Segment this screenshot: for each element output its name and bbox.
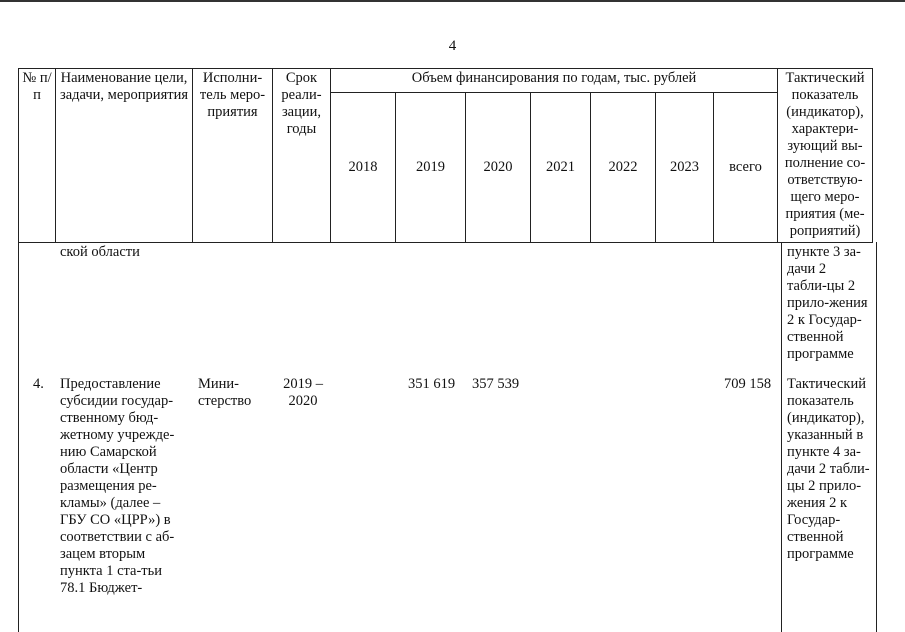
header-total: всего	[714, 93, 778, 243]
page-number: 4	[448, 38, 457, 54]
header-num: № п/п	[19, 69, 56, 243]
header-executor: Исполни-тель меро-приятия	[193, 69, 273, 243]
prev-row-name-tail: ской области	[60, 244, 140, 260]
indicator-column-border	[781, 242, 782, 632]
row-executor: Мини-стерство	[198, 376, 252, 409]
row-number: 4.	[33, 376, 44, 392]
row-amount-2020: 357 539	[472, 376, 520, 392]
header-year-2021: 2021	[531, 93, 591, 243]
row-amount-2019: 351 619	[408, 376, 456, 392]
header-year-2022: 2022	[591, 93, 656, 243]
header-year-2023: 2023	[656, 93, 714, 243]
header-year-2019: 2019	[396, 93, 466, 243]
header-year-2020: 2020	[466, 93, 531, 243]
header-name: Наименование цели, задачи, мероприятия	[56, 69, 193, 243]
top-border	[0, 0, 905, 2]
row-term: 2019 – 2020	[283, 376, 323, 409]
header-term: Срок реали-зации, годы	[273, 69, 331, 243]
row-indicator: Тактический показатель (индикатор), указанный в пункте 4 за-дачи 2 табли-цы 2 прило-жения 2 к Государ-ственной программе	[787, 376, 870, 562]
row-amount-total: 709 158	[724, 376, 772, 392]
header-indicator: Тактический показатель (индикатор), характери-зующий вы-полнение со-ответствую-щего меро-приятия (ме-роприятий)	[778, 69, 873, 243]
row-name: Предоставление субсидии государ-ственному бюд-жетному учрежде-нию Самарской области «Центр размещения ре-кламы» (далее – ГБУ СО «ЦРР») в соответствии с аб-зацем вторым пункта 1 ста-тьи 78.1 Бюджет-	[60, 376, 175, 596]
table-right-border	[876, 242, 877, 632]
table-left-border	[18, 242, 19, 632]
financing-table-header	[18, 68, 873, 243]
header-financing: Объем финансирования по годам, тыс. рублей	[331, 69, 778, 93]
prev-row-indicator-tail: пункте 3 за-дачи 2 табли-цы 2 прило-жения 2 к Государ-ственной программе	[787, 244, 868, 362]
header-year-2018: 2018	[331, 93, 396, 243]
